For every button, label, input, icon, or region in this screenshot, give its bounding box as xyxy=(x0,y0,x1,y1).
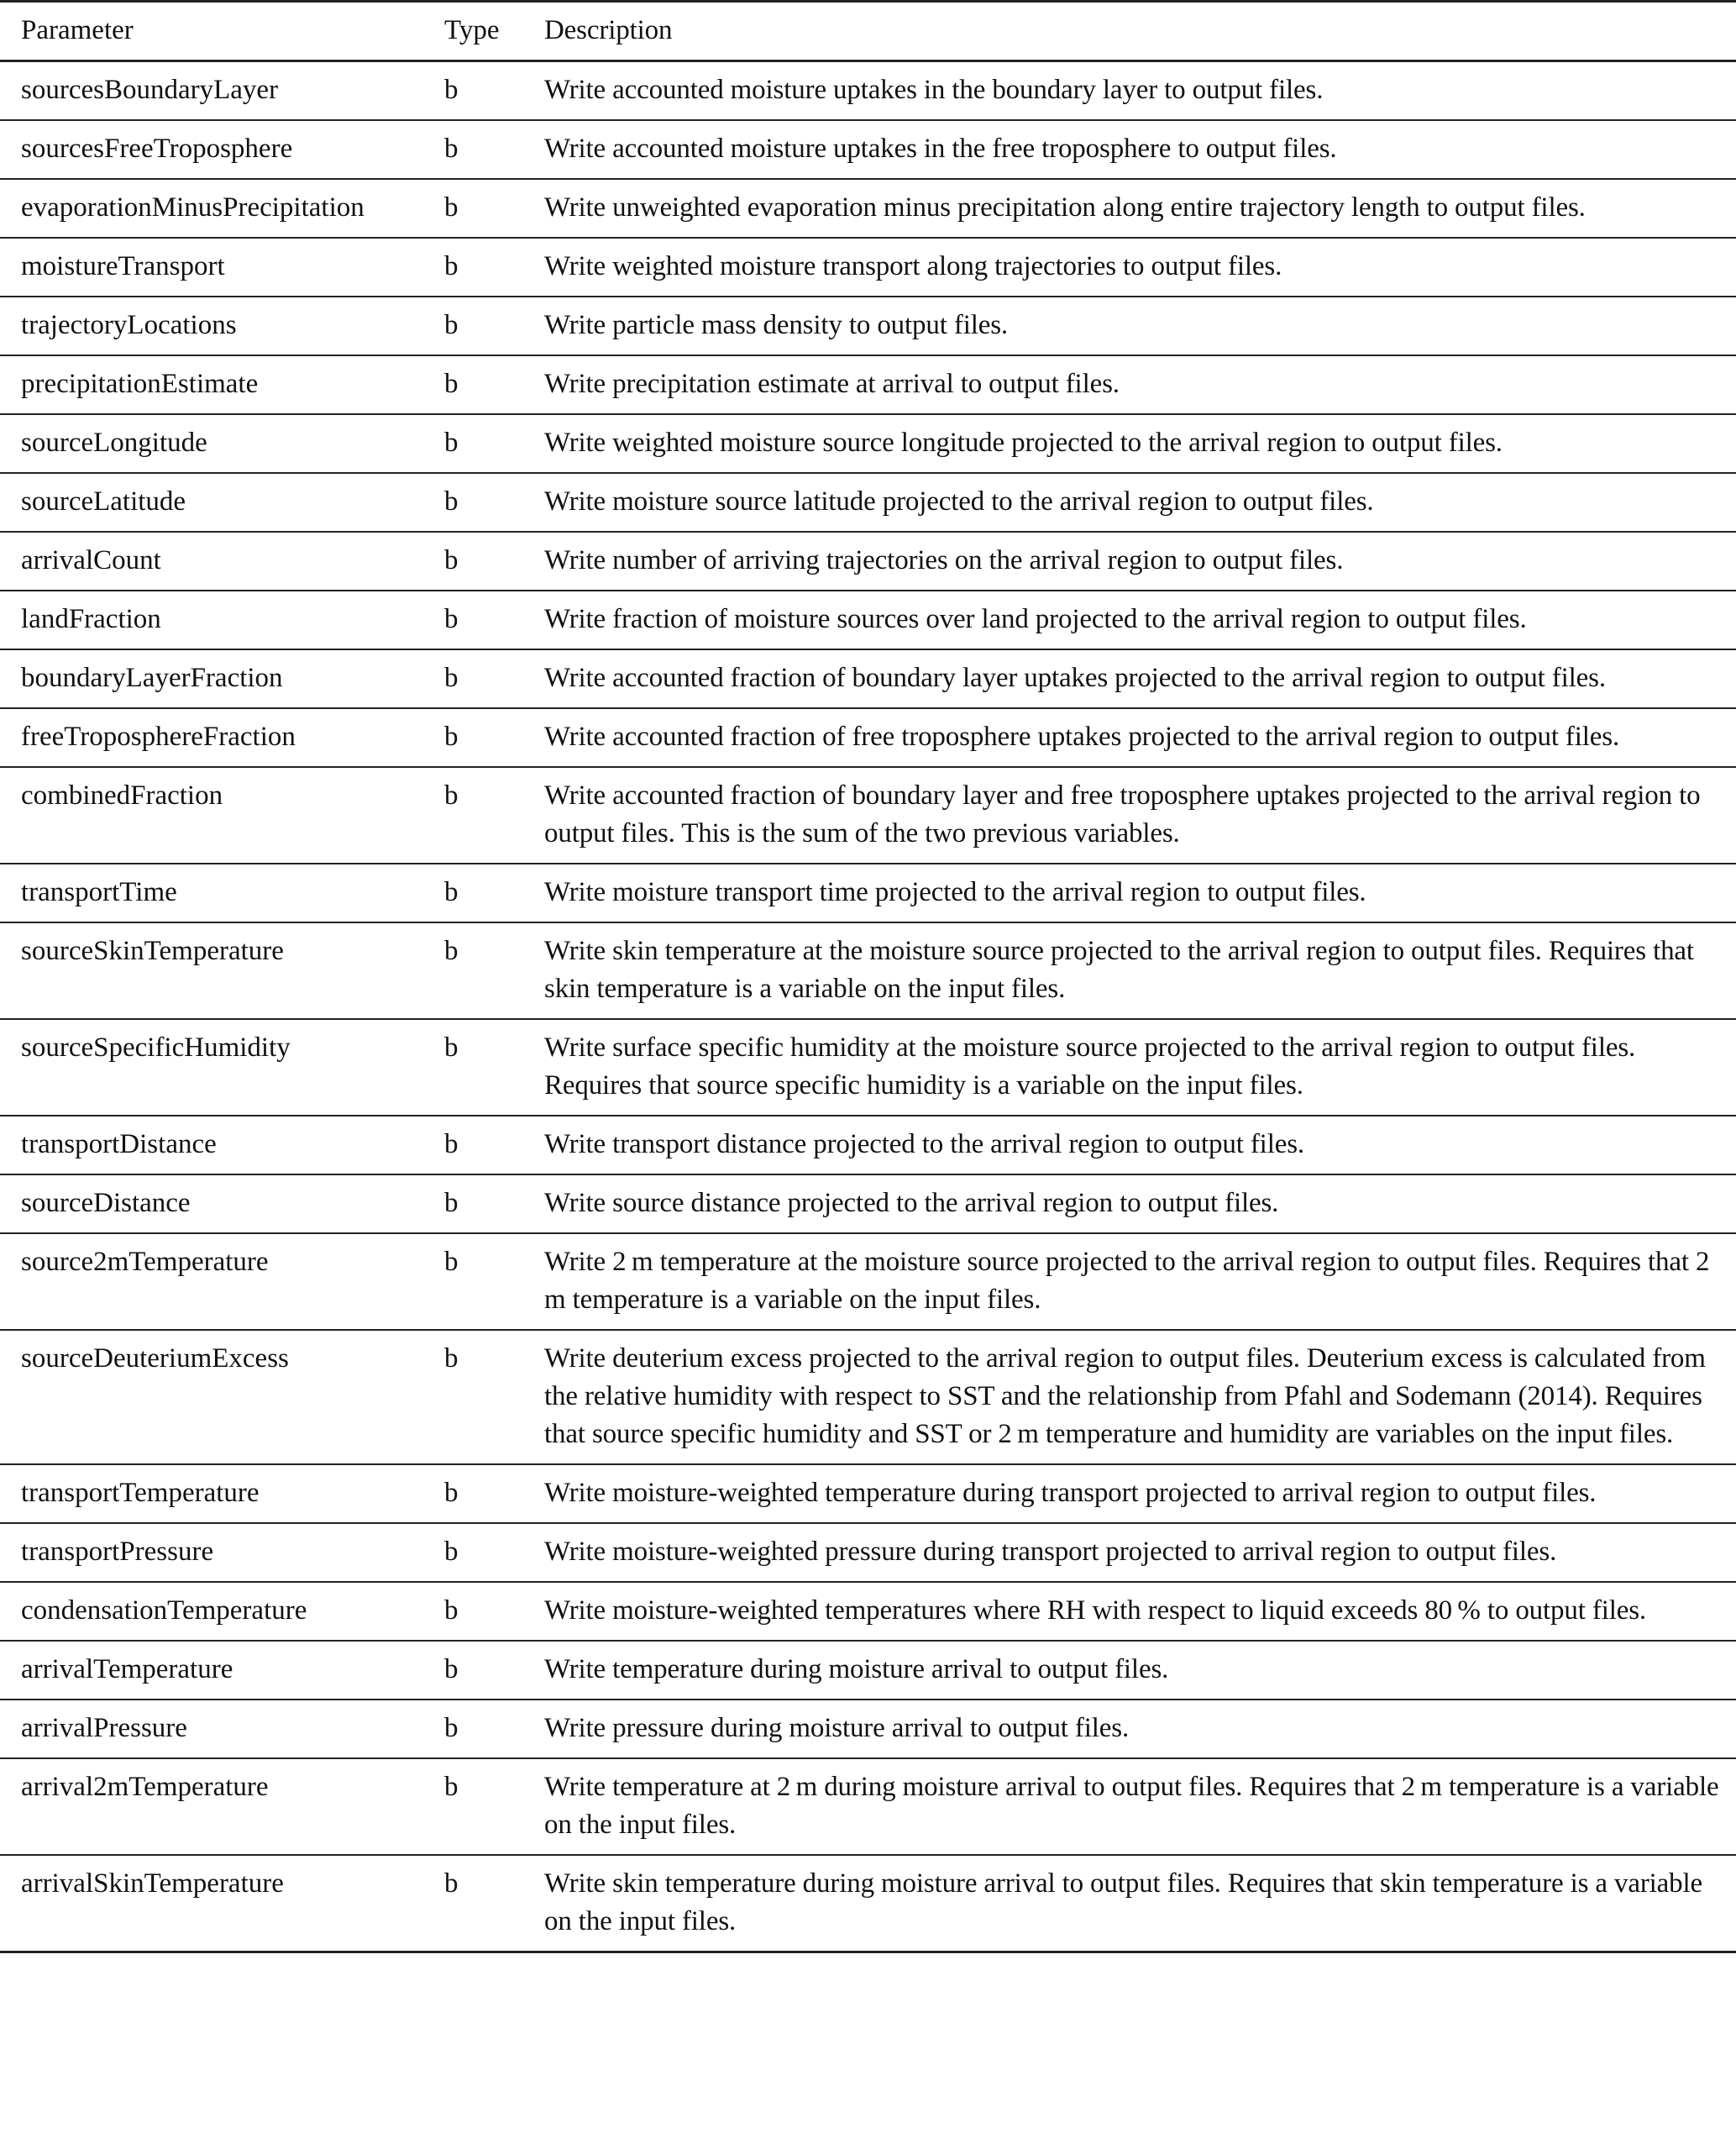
table-row xyxy=(0,1174,1736,1233)
parameter-description: Write transport distance projected to the arrival region to output files. xyxy=(523,1116,1736,1174)
parameter-description: Write moisture transport time projected to the arrival region to output files. xyxy=(523,864,1736,922)
parameter-type: b xyxy=(423,1233,523,1330)
parameter-description: Write 2 m temperature at the moisture source projected to the arrival region to output files. Requires that 2 m temperature is a variable on the input files. xyxy=(523,1233,1736,1330)
parameter-type: b xyxy=(423,1116,523,1174)
table-row xyxy=(0,864,1736,922)
parameter-type: b xyxy=(423,708,523,767)
parameter-name: boundaryLayerFraction xyxy=(0,649,423,708)
table-row xyxy=(0,1855,1736,1952)
parameter-type: b xyxy=(423,1582,523,1641)
parameter-type: b xyxy=(423,532,523,591)
parameter-description: Write skin temperature at the moisture source projected to the arrival region to output files. Requires that skin temperature is a variable on the input files. xyxy=(523,922,1736,1019)
parameter-type: b xyxy=(423,1174,523,1233)
parameter-name: sourcesBoundaryLayer xyxy=(0,61,423,121)
column-header-type: Type xyxy=(423,2,523,61)
table-row xyxy=(0,1700,1736,1758)
parameter-name: sourceLongitude xyxy=(0,414,423,473)
table-row xyxy=(0,532,1736,591)
table-row xyxy=(0,708,1736,767)
parameter-name: source2mTemperature xyxy=(0,1233,423,1330)
parameter-name: arrivalTemperature xyxy=(0,1641,423,1700)
parameter-description: Write source distance projected to the arrival region to output files. xyxy=(523,1174,1736,1233)
table-row xyxy=(0,1641,1736,1700)
header-row xyxy=(0,2,1736,61)
parameter-name: precipitationEstimate xyxy=(0,355,423,414)
parameter-name: sourceLatitude xyxy=(0,473,423,532)
parameter-description: Write temperature during moisture arrival to output files. xyxy=(523,1641,1736,1700)
parameter-type: b xyxy=(423,473,523,532)
parameter-type: b xyxy=(423,1700,523,1758)
parameter-description: Write weighted moisture source longitude projected to the arrival region to output files. xyxy=(523,414,1736,473)
table-row xyxy=(0,767,1736,864)
table-row xyxy=(0,1464,1736,1523)
table-row xyxy=(0,922,1736,1019)
parameter-type: b xyxy=(423,1330,523,1464)
parameter-description: Write precipitation estimate at arrival to output files. xyxy=(523,355,1736,414)
parameter-name: evaporationMinusPrecipitation xyxy=(0,179,423,238)
parameter-type: b xyxy=(423,864,523,922)
parameter-name: sourceDistance xyxy=(0,1174,423,1233)
parameter-name: transportTemperature xyxy=(0,1464,423,1523)
table-row xyxy=(0,473,1736,532)
parameter-type: b xyxy=(423,355,523,414)
parameter-type: b xyxy=(423,767,523,864)
parameter-description: Write unweighted evaporation minus precipitation along entire trajectory length to output files. xyxy=(523,179,1736,238)
column-header-parameter: Parameter xyxy=(0,2,423,61)
table-row xyxy=(0,1019,1736,1116)
parameter-description: Write moisture-weighted pressure during transport projected to arrival region to output files. xyxy=(523,1523,1736,1582)
table-row xyxy=(0,649,1736,708)
parameter-description: Write moisture source latitude projected to the arrival region to output files. xyxy=(523,473,1736,532)
table-row xyxy=(0,1233,1736,1330)
parameter-description: Write moisture-weighted temperature during transport projected to arrival region to output files. xyxy=(523,1464,1736,1523)
parameter-type: b xyxy=(423,1641,523,1700)
parameter-type: b xyxy=(423,120,523,179)
table-row xyxy=(0,414,1736,473)
parameter-type: b xyxy=(423,297,523,355)
parameter-description: Write particle mass density to output files. xyxy=(523,297,1736,355)
table-row xyxy=(0,120,1736,179)
parameter-description: Write temperature at 2 m during moisture arrival to output files. Requires that 2 m temperature is a variable on the input files. xyxy=(523,1758,1736,1855)
parameter-name: condensationTemperature xyxy=(0,1582,423,1641)
table-row xyxy=(0,591,1736,649)
parameter-type: b xyxy=(423,1019,523,1116)
parameter-type: b xyxy=(423,591,523,649)
parameter-type: b xyxy=(423,649,523,708)
parameter-description: Write surface specific humidity at the moisture source projected to the arrival region to output files. Requires that source specific humidity is a variable on the input files. xyxy=(523,1019,1736,1116)
parameter-description: Write accounted moisture uptakes in the free troposphere to output files. xyxy=(523,120,1736,179)
parameter-type: b xyxy=(423,1523,523,1582)
table-body xyxy=(0,61,1736,1952)
parameter-type: b xyxy=(423,1855,523,1952)
table-row xyxy=(0,1582,1736,1641)
parameter-name: arrival2mTemperature xyxy=(0,1758,423,1855)
parameter-description: Write accounted fraction of boundary layer uptakes projected to the arrival region to output files. xyxy=(523,649,1736,708)
parameter-type: b xyxy=(423,1758,523,1855)
parameter-type: b xyxy=(423,61,523,121)
parameter-description: Write skin temperature during moisture arrival to output files. Requires that skin temperature is a variable on the input files. xyxy=(523,1855,1736,1952)
table-row xyxy=(0,1523,1736,1582)
table-header xyxy=(0,2,1736,61)
parameter-name: transportDistance xyxy=(0,1116,423,1174)
parameter-description: Write fraction of moisture sources over land projected to the arrival region to output files. xyxy=(523,591,1736,649)
parameter-description: Write accounted fraction of boundary layer and free troposphere uptakes projected to the arrival region to output files. This is the sum of the two previous variables. xyxy=(523,767,1736,864)
parameter-name: sourceSpecificHumidity xyxy=(0,1019,423,1116)
parameter-description: Write weighted moisture transport along trajectories to output files. xyxy=(523,238,1736,297)
table-row xyxy=(0,179,1736,238)
parameter-name: landFraction xyxy=(0,591,423,649)
parameter-description: Write accounted moisture uptakes in the boundary layer to output files. xyxy=(523,61,1736,121)
parameter-description: Write deuterium excess projected to the arrival region to output files. Deuterium excess is calculated from the relative humidity with respect to SST and the relationship from Pfahl and Sodemann (2014). Requires that source specific humidity and SST or 2 m temperature and humidity are variables on the input files. xyxy=(523,1330,1736,1464)
parameter-name: sourceSkinTemperature xyxy=(0,922,423,1019)
parameter-name: transportTime xyxy=(0,864,423,922)
parameter-type: b xyxy=(423,179,523,238)
parameter-name: combinedFraction xyxy=(0,767,423,864)
parameter-type: b xyxy=(423,414,523,473)
parameter-name: freeTroposphereFraction xyxy=(0,708,423,767)
parameter-name: arrivalSkinTemperature xyxy=(0,1855,423,1952)
table-row xyxy=(0,1116,1736,1174)
parameter-description: Write number of arriving trajectories on the arrival region to output files. xyxy=(523,532,1736,591)
parameter-name: transportPressure xyxy=(0,1523,423,1582)
parameter-name: arrivalCount xyxy=(0,532,423,591)
table-row xyxy=(0,61,1736,121)
parameter-description: Write pressure during moisture arrival to output files. xyxy=(523,1700,1736,1758)
parameter-type: b xyxy=(423,1464,523,1523)
parameter-name: moistureTransport xyxy=(0,238,423,297)
parameter-name: sourcesFreeTroposphere xyxy=(0,120,423,179)
parameter-description: Write moisture-weighted temperatures where RH with respect to liquid exceeds 80 % to output files. xyxy=(523,1582,1736,1641)
table-row xyxy=(0,355,1736,414)
parameter-type: b xyxy=(423,922,523,1019)
parameter-name: arrivalPressure xyxy=(0,1700,423,1758)
parameter-description: Write accounted fraction of free troposphere uptakes projected to the arrival region to output files. xyxy=(523,708,1736,767)
parameter-name: trajectoryLocations xyxy=(0,297,423,355)
table-row xyxy=(0,1330,1736,1464)
table-row xyxy=(0,1758,1736,1855)
parameter-name: sourceDeuteriumExcess xyxy=(0,1330,423,1464)
table-row xyxy=(0,297,1736,355)
table-row xyxy=(0,238,1736,297)
parameter-type: b xyxy=(423,238,523,297)
column-header-description: Description xyxy=(523,2,1736,61)
